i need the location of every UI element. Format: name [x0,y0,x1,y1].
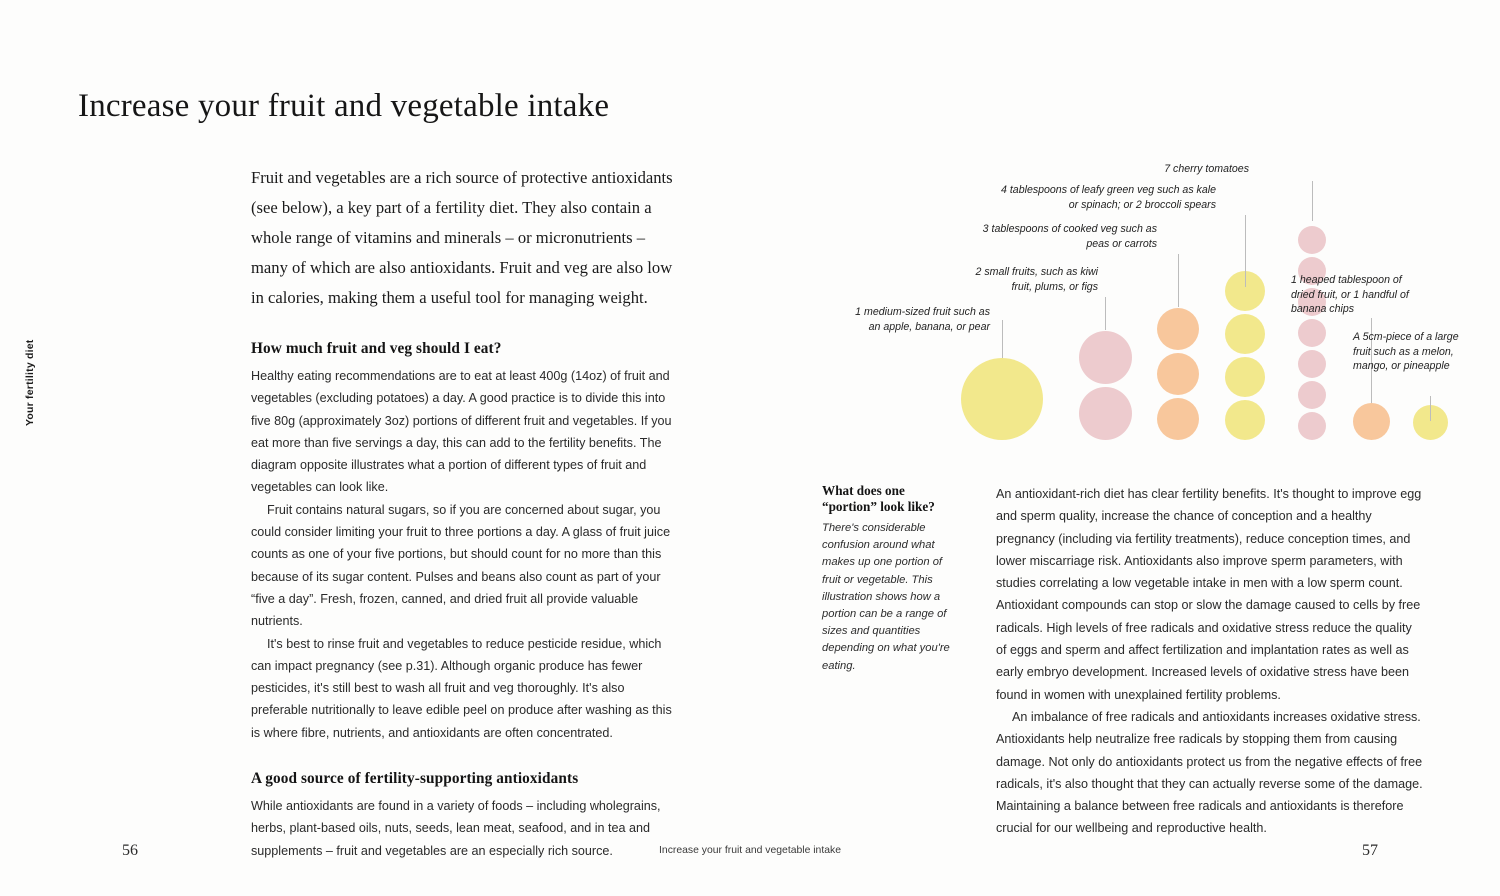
portion-circle-cherry-tomatoes [1298,319,1326,347]
portion-circle-medium-fruit [961,358,1043,440]
folio-left: 56 [122,842,138,859]
leader-line-leafy-green-veg [1245,215,1246,287]
chapter-side-tab: Your fertility diet [24,339,36,426]
portion-circle-cherry-tomatoes [1298,226,1326,254]
portion-circle-leafy-green-veg [1225,400,1265,440]
leader-line-large-fruit-piece [1430,396,1431,421]
paragraph-antioxidant-benefits: An antioxidant-rich diet has clear fertility benefits. It's thought to improve egg and sperm quality, increase the chance of conception and a healthy pregnancy (including via fertility treatments), reduce conception times, and lower miscarriage risk. Antioxidants also improve sperm parameters, with studies correlating a low vegetable intake in men with a low sperm count. Antioxidant compounds can stop or slow the damage caused to cells by free radicals. High levels of free radicals and oxidative stress reduce the quality of eggs and sperm and affect fertilization and implantation rates as well as early embryo development. Increased levels of oxidative stress have been found in women with unexplained fertility problems. [996,487,1422,702]
paragraph-free-radical-balance: An imbalance of free radicals and antioxidants increases oxidative stress. Antioxidants help neutralize free radicals by stopping them from causing damage. Not only do antioxidants protect us from the negative effects of free radicals, it's also thought that they can actually reverse some of the damage. Maintaining a balance between free radicals and antioxidants is therefore crucial for our wellbeing and reproductive health. [996,709,1423,836]
sidebar-note-portion [822,483,952,675]
portion-label-medium-fruit: 1 medium-sized fruit such as an apple, banana, or pear [855,306,990,333]
portion-label-small-fruits: 2 small fruits, such as kiwi fruit, plums, or figs [975,266,1098,293]
paragraph-antioxidant-sources: While antioxidants are found in a variety of foods – including wholegrains, herbs, plant-based oils, nuts, seeds, lean meat, seafood, and in tea and supplements – fruit and vegetables are an especially rich source. [251,799,661,858]
left-column [251,163,679,862]
sidebar-note-heading: What does one “portion” look like? [822,483,935,514]
paragraph-recommendations: Healthy eating recommendations are to eat at least 400g (14oz) of fruit and vegetables (excluding potatoes) a day. A good practice is to divide this into five 80g (approximately 3oz) portions of different fruit and vegetables. If you eat more than five servings a day, this can add to the fertility benefits. The diagram opposite illustrates what a portion of different types of fruit and vegetables can look like. [251,369,672,495]
paragraph-natural-sugars: Fruit contains natural sugars, so if you are concerned about sugar, you could consider limiting your fruit to three portions a day. A glass of fruit juice counts as one of your five portions, but should count for no more than this because of its sugar content. Pulses and beans also count as part of your “five a day”. Fresh, frozen, canned, and dried fruit all provide valuable nutrients. [251,502,671,629]
portion-circle-cooked-veg [1157,353,1199,395]
leader-line-cherry-tomatoes [1312,181,1313,221]
portion-size-diagram [815,150,1459,470]
portion-circle-leafy-green-veg [1225,357,1265,397]
portion-circle-small-fruits [1079,387,1132,440]
sidebar-note-body: There's considerable confusion around what makes up one portion of fruit or vegetable. This illustration shows how a portion can be a range of sizes and quantities depending on what you're eating. [822,522,950,672]
portion-label-cooked-veg: 3 tablespoons of cooked veg such as peas or carrots [982,223,1157,250]
right-column [996,483,1424,840]
page-title: Increase your fruit and vegetable intake [78,88,610,125]
portion-label-dried-fruit: 1 heaped tablespoon of dried fruit, or 1 handful of banana chips [1291,274,1409,316]
portion-circle-leafy-green-veg [1225,314,1265,354]
running-head: Increase your fruit and vegetable intake [659,845,841,856]
leader-line-medium-fruit [1002,320,1003,358]
portion-circle-cherry-tomatoes [1298,412,1326,440]
section-heading-how-much: How much fruit and veg should I eat? [251,340,502,357]
paragraph-rinsing: It's best to rinse fruit and vegetables to reduce pesticide residue, which can impact pregnancy (see p.31). Although organic produce has fewer pesticides, it's still best to wash all fruit and veg thoroughly. It's also preferable nutritionally to leave edible peel on produce after washing as this is where fibre, nutrients, and antioxidants are often concentrated. [251,636,672,740]
portion-circle-small-fruits [1079,331,1132,384]
portion-circle-cherry-tomatoes [1298,350,1326,378]
portion-label-cherry-tomatoes: 7 cherry tomatoes [1164,163,1249,175]
portion-circle-dried-fruit [1353,403,1390,440]
folio-right: 57 [1362,842,1378,859]
leader-line-small-fruits [1105,297,1106,330]
intro-paragraph: Fruit and vegetables are a rich source of protective antioxidants (see below), a key part of a fertility diet. They also contain a whole range of vitamins and minerals – or micronutrients – many of which are also antioxidants. Fruit and veg are also low in calories, making them a useful tool for managing weight. [251,168,673,307]
leader-line-cooked-veg [1178,254,1179,307]
portion-circle-cooked-veg [1157,308,1199,350]
section-heading-antioxidants: A good source of fertility-supporting antioxidants [251,770,579,788]
portion-circle-cherry-tomatoes [1298,381,1326,409]
portion-label-large-fruit-piece: A 5cm-piece of a large fruit such as a melon, mango, or pineapple [1353,331,1459,373]
portion-circle-cooked-veg [1157,398,1199,440]
portion-label-leafy-green-veg: 4 tablespoons of leafy green veg such as kale or spinach; or 2 broccoli spears [1001,184,1216,211]
